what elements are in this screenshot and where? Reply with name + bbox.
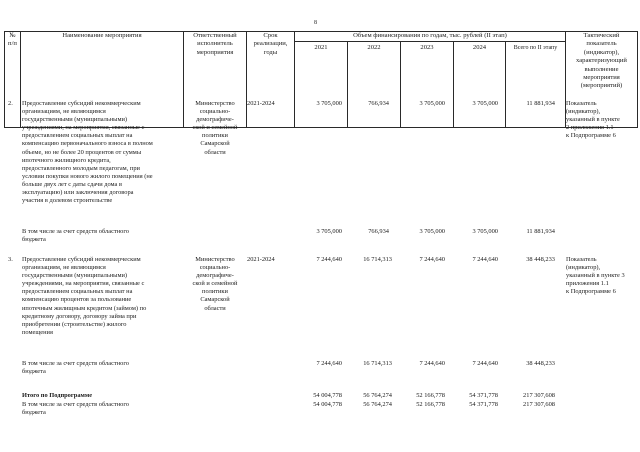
row-3-sub-label: В том числе за счет средств областного бюджета xyxy=(22,360,129,376)
rule xyxy=(294,41,565,42)
totals-2022: 56 764,274 xyxy=(363,392,392,399)
row-2-sub-label: В том числе за счет средств областного бюджета xyxy=(22,228,129,244)
page-number: 8 xyxy=(314,20,317,26)
row-2-sub-2023: 3 705,000 xyxy=(419,228,445,235)
row-2-sub-2024: 3 705,000 xyxy=(472,228,498,235)
rule xyxy=(20,31,21,128)
header-tactical: Тактический показатель (индикатор), характеризующий выполнение мероприятия (мероприятий) xyxy=(576,32,627,90)
totals-sub-2021: 54 004,778 xyxy=(313,401,342,408)
row-3-executor: Министерство социально- демографиче- ской и семейной политики Самарской области xyxy=(192,256,238,312)
rule xyxy=(453,41,454,128)
row-2-2024: 3 705,000 xyxy=(472,100,498,107)
row-2-sub-2022: 766,934 xyxy=(368,228,389,235)
header-total: Всего по II этапу xyxy=(513,45,558,51)
row-3-tactical: Показатель (индикатор), указанный в пункте 3 приложения 1.1 к Подпрограмме 6 xyxy=(566,256,625,296)
row-3-num: 3. xyxy=(8,256,13,263)
rule xyxy=(347,41,348,128)
row-2-tactical: Показатель (индикатор), указанный в пункте 2 приложения 1.1 к Подпрограмме 6 xyxy=(566,100,620,140)
header-2023: 2023 xyxy=(420,44,434,51)
totals-sub-label: В том числе за счет средств областного бюджета xyxy=(22,401,129,417)
header-num: № п/п xyxy=(8,32,17,48)
row-3-sub-2021: 7 244,640 xyxy=(316,360,342,367)
totals-label: Итого по Подпрограмме xyxy=(22,392,93,399)
row-2-2022: 766,934 xyxy=(368,100,389,107)
row-2-sub-total: 11 881,934 xyxy=(526,228,555,235)
row-3-total: 38 448,233 xyxy=(526,256,555,263)
row-2-total: 11 881,934 xyxy=(526,100,555,107)
row-2-2023: 3 705,000 xyxy=(419,100,445,107)
rule xyxy=(505,41,506,128)
row-3-2022: 16 714,313 xyxy=(363,256,392,263)
row-2-2021: 3 705,000 xyxy=(316,100,342,107)
header-name: Наименование мероприятия xyxy=(62,32,142,39)
header-term: Срок реализации, годы xyxy=(253,32,288,56)
row-2-name: Предоставление субсидий некоммерческим организациям, не являющимся государственными (муниципальными) учреждениями, на мероприятия, связанные с предоставлением социальных выплат на компенсацию первоначального взноса в полном объеме, но не более 20 процентов от суммы ипотечного жилищного кредита, предоставленного молодым педагогам, при условии покупки нового жилого помещения (не больше двух лет с даты сдачи дома в эксплуатацию) или заключения договора участия в долевом строительстве xyxy=(22,100,153,205)
row-3-sub-2023: 7 244,640 xyxy=(419,360,445,367)
row-3-2024: 7 244,640 xyxy=(472,256,498,263)
row-3-sub-2024: 7 244,640 xyxy=(472,360,498,367)
row-3-term: 2021-2024 xyxy=(247,256,275,263)
totals-2024: 54 371,778 xyxy=(469,392,498,399)
totals-sub-2023: 52 166,778 xyxy=(416,401,445,408)
row-2-num: 2. xyxy=(8,100,13,107)
totals-sub-total: 217 307,608 xyxy=(523,401,555,408)
row-3-2023: 7 244,640 xyxy=(419,256,445,263)
header-financing: Объем финансирования по годам, тыс. рублей (II этап) xyxy=(353,32,507,39)
header-2022: 2022 xyxy=(367,44,381,51)
totals-sub-2022: 56 764,274 xyxy=(363,401,392,408)
header-exec: Ответственный исполнитель мероприятия xyxy=(193,32,237,56)
rule xyxy=(400,41,401,128)
totals-2023: 52 166,778 xyxy=(416,392,445,399)
totals-total: 217 307,608 xyxy=(523,392,555,399)
header-2021: 2021 xyxy=(314,44,328,51)
totals-sub-2024: 54 371,778 xyxy=(469,401,498,408)
row-3-2021: 7 244,640 xyxy=(316,256,342,263)
row-2-term: 2021-2024 xyxy=(247,100,275,107)
row-3-sub-total: 38 448,233 xyxy=(526,360,555,367)
row-2-executor: Министерство социально- демографиче- ской и семейной политики Самарской области xyxy=(192,100,238,156)
header-2024: 2024 xyxy=(472,44,487,51)
row-2-sub-2021: 3 705,000 xyxy=(316,228,342,235)
row-3-name: Предоставление субсидий некоммерческим организациям, не являющимся государственными (муниципальными) учреждениями, на мероприятия, связанные с предоставлением социальных выплат на компенсацию процентов за пользование ипотечным жилищным кредитом (займом) по кредитному договору, договору займа при приобретении (строительстве) жилого помещения xyxy=(22,256,147,336)
totals-2021: 54 004,778 xyxy=(313,392,342,399)
row-3-sub-2022: 16 714,313 xyxy=(363,360,392,367)
